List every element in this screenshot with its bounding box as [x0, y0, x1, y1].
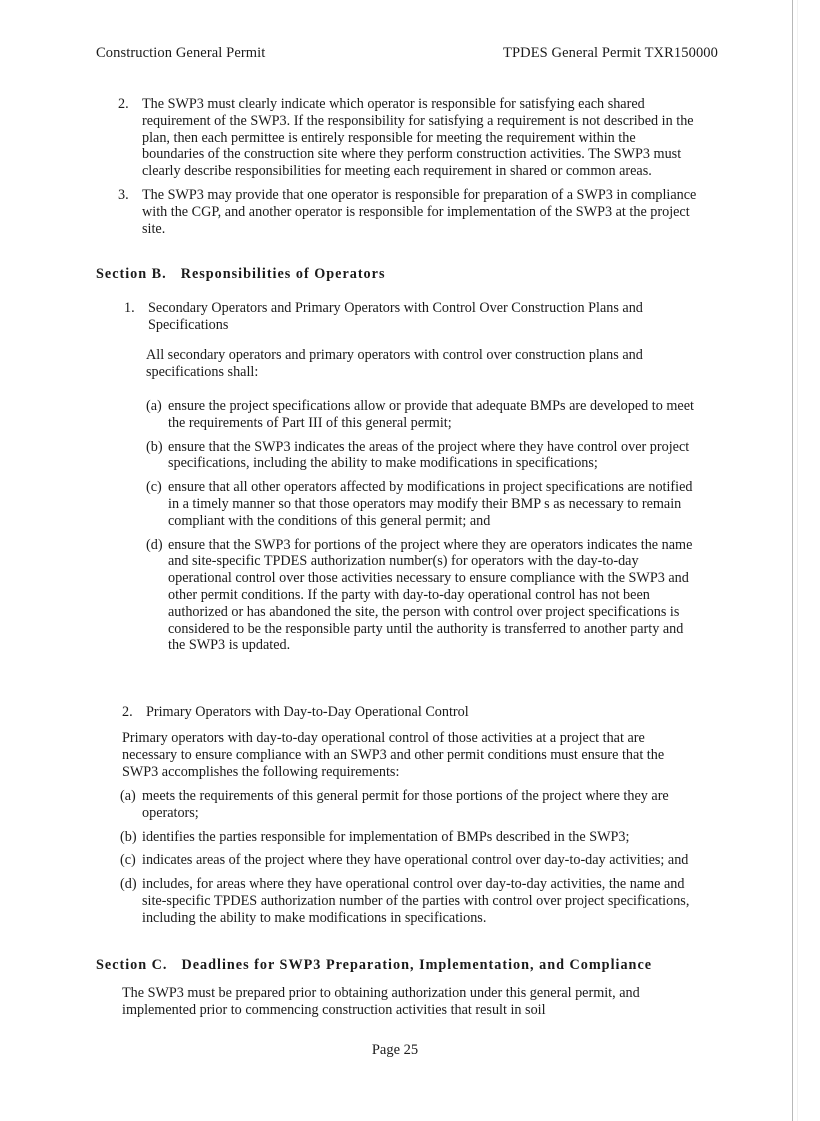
sub-item	[146, 439, 696, 473]
page-edge-shadow	[797, 0, 798, 1121]
sub-item-label: (a)	[120, 788, 136, 804]
item-number: 1.	[124, 300, 135, 316]
section-c-title: Deadlines for SWP3 Preparation, Implementation, and Compliance	[181, 957, 653, 973]
section-c-label: Section C.	[96, 957, 168, 973]
sub-item-label: (d)	[146, 536, 163, 553]
item-title: Secondary Operators and Primary Operators with Control Over Construction Plans and Specifications	[148, 300, 643, 333]
sub-item-label: (b)	[146, 438, 163, 455]
header-right: TPDES General Permit TXR150000	[503, 45, 718, 61]
sub-item	[146, 537, 696, 655]
list-item	[122, 704, 696, 721]
sub-item-text: meets the requirements of this general permit for those portions of the project where they are operators;	[142, 788, 669, 821]
list-item	[118, 96, 700, 180]
sub-item	[120, 876, 702, 926]
page-number: Page 25	[371, 1042, 419, 1058]
intro-list	[118, 96, 700, 237]
sub-item-text: ensure that the SWP3 for portions of the project where they are operators indicates the name and site-specific TPDES authorization number(s) for operators with the day-to-day operational control over those activities necessary to ensure compliance with the SWP3 and other permit conditions. If the party with day-to-day operational control has not been authorized or has abandoned the site, the person with control over project specifications is considered to be the responsible party until the authority is transferred to another party and the SWP3 is updated.	[168, 536, 693, 654]
sub-item-text: ensure that all other operators affected by modifications in project specifications are notified in a timely manner so that those operators may modify their BMP s as necessary to remain compliant with the conditions of this general permit; and	[168, 479, 693, 529]
item-title: Primary Operators with Day-to-Day Operational Control	[146, 704, 469, 720]
sub-item-label: (a)	[146, 398, 162, 414]
item-text: The SWP3 must clearly indicate which operator is responsible for satisfying each shared requirement of the SWP3. If the responsibility for satisfying a requirement is not described in the plan, then each permittee is entirely responsible for meeting the requirement within the boundaries of the construction site where they perform construction activities. The SWP3 must clearly describe responsibilities for meeting each requirement in shared or common areas.	[142, 96, 694, 180]
list-item	[124, 300, 692, 334]
section-b-title: Responsibilities of Operators	[180, 266, 386, 282]
section-b-item-1	[124, 300, 692, 334]
sub-item	[120, 788, 702, 822]
sub-item-label: (c)	[146, 479, 162, 496]
section-b-item-1-intro	[146, 347, 692, 381]
sub-item	[120, 829, 702, 846]
sub-item	[146, 479, 696, 529]
sub-item-text: ensure that the SWP3 indicates the areas of the project where they have control over project specifications, including the ability to make modifications in specifications;	[168, 438, 690, 472]
section-b-heading	[96, 266, 385, 283]
section-b-label: Section B.	[96, 266, 167, 282]
section-b-item-2-subitems	[120, 788, 702, 927]
item-number: 2.	[122, 704, 133, 720]
item-number: 3.	[118, 186, 129, 203]
sub-item-label: (d)	[120, 876, 137, 893]
sub-item	[120, 852, 702, 869]
section-c-text: The SWP3 must be prepared prior to obtaining authorization under this general permit, and implemented prior to commencing construction activities that result in soil	[122, 985, 640, 1018]
sub-item-label: (b)	[120, 828, 137, 845]
intro-text: Primary operators with day-to-day operational control of those activities at a project that are necessary to ensure compliance with an SWP3 and other permit conditions must ensure that the SWP3 accomplishes the following requirements:	[122, 730, 665, 780]
sub-item-label: (c)	[120, 852, 136, 869]
page-edge-divider	[792, 0, 793, 1121]
section-b-item-2	[122, 704, 696, 721]
sub-item-text: indicates areas of the project where they have operational control over day-to-day activities; and	[142, 852, 689, 869]
list-item	[118, 187, 700, 237]
sub-item	[146, 398, 696, 432]
section-c-heading	[96, 957, 652, 974]
section-c-body	[122, 985, 700, 1019]
header-left: Construction General Permit	[96, 45, 266, 61]
sub-item-text: includes, for areas where they have operational control over day-to-day activities, the name and site-specific TPDES authorization number of the parties with control over project specifications, including the ability to make modifications in specifications.	[142, 876, 690, 926]
sub-item-text: ensure the project specifications allow or provide that adequate BMPs are developed to meet the requirements of Part III of this general permit;	[168, 398, 694, 431]
section-b-item-1-subitems	[146, 398, 696, 654]
item-text: The SWP3 may provide that one operator is responsible for preparation of a SWP3 in compliance with the CGP, and another operator is responsible for implementation of the SWP3 at the project site.	[142, 186, 697, 237]
section-b-item-2-intro	[122, 730, 700, 780]
intro-text: All secondary operators and primary operators with control over construction plans and specifications shall:	[146, 347, 643, 380]
item-number: 2.	[118, 96, 129, 112]
sub-item-text: identifies the parties responsible for implementation of BMPs described in the SWP3;	[142, 828, 630, 845]
